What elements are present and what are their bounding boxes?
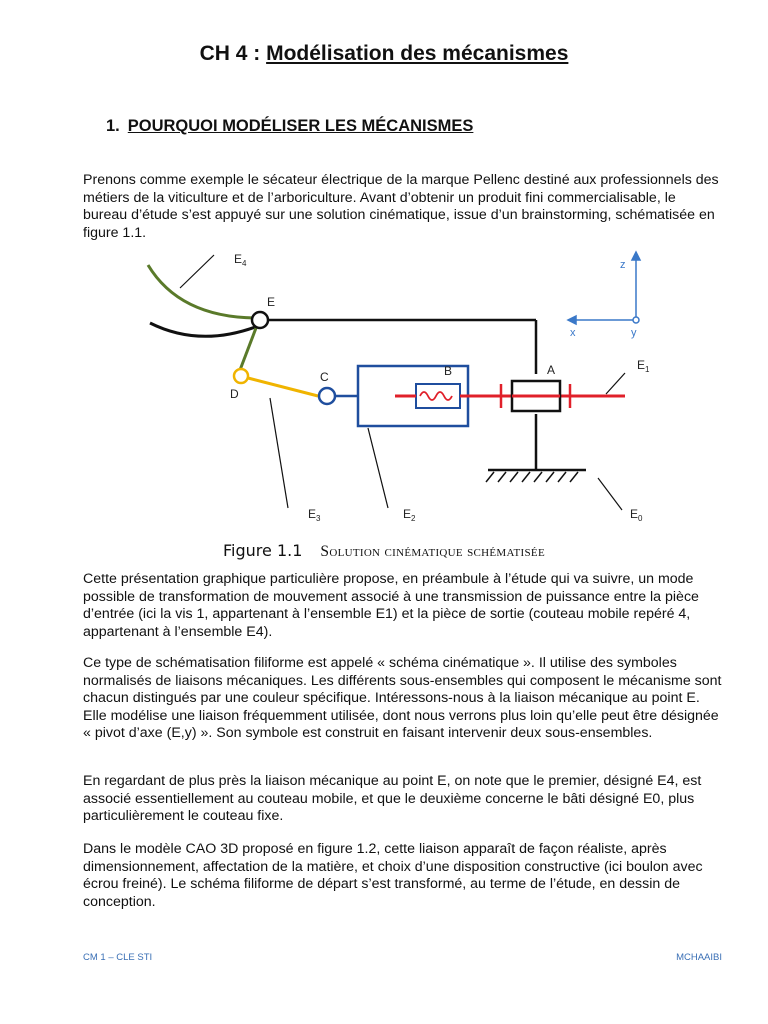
title-main: Modélisation des mécanismes (266, 42, 569, 65)
e4-knife-arc (148, 265, 258, 318)
caption-figure-number: Figure 1.1 (223, 541, 303, 560)
label-e4: $E_4$ (234, 252, 247, 268)
e4-link (240, 328, 256, 370)
paragraph-presentation: Cette présentation graphique particulière propose, en préambule à l’étude qui va suivre, un mode possible de transformation de mouvement associé à une transmission de puissance entre la pièce d’entrée (ici la vis 1, appartenant à l’ensemble E1) et la pièce de sortie (couteau mobile repéré 4, appartenant à l’ensemble E4). (83, 571, 699, 640)
leader-e4 (180, 255, 214, 288)
footer-right: MCHAAIBI (676, 952, 722, 963)
kinematic-diagram (120, 248, 680, 538)
label-e: E (267, 295, 276, 309)
joint-c (319, 388, 335, 404)
label-z: z (620, 259, 626, 271)
label-y: y (631, 327, 637, 339)
ground-hatching (486, 472, 578, 482)
axis-y (633, 317, 639, 323)
e0-fixed-blade-arc (150, 323, 258, 336)
paragraph-liaison: En regardant de plus près la liaison mécanique au point E, on note que le premier, désigné E4, est associé essentiellement au couteau mobile, et que le deuxième concerne le bâti désigné E0, plus particulièrement le couteau fixe. (83, 773, 702, 824)
caption-text: Solution cinématique schématisée (320, 543, 545, 560)
label-d: D (230, 387, 239, 401)
label-e2: $E_2$ (403, 507, 416, 523)
label-e0: $E_0$ (630, 507, 643, 523)
label-b: B (444, 364, 453, 378)
e3-link (248, 378, 318, 396)
joint-e (252, 312, 268, 328)
section-heading (106, 117, 473, 136)
paragraph-schema: Ce type de schématisation filiforme est appelé « schéma cinématique ». Il utilise des symboles normalisés de liaisons mécaniques. Les différents sous-ensembles qui composent le mécanisme sont chacun distingués par une couleur spécifique. Intéressons-nous à la liaison mécanique au point E. Elle modélise une liaison fréquemment utilisée, dont nous verrons plus loin qu’elle peut être désignée « pivot d’axe (E,y) ». Son symbole est construit en faisant intervenir deux sous-ensembles. (83, 655, 722, 741)
leader-e1 (606, 373, 625, 394)
paragraph-intro: Prenons comme exemple le sécateur électrique de la marque Pellenc destiné aux professionnels des métiers de la viticulture et de l’arboriculture. Avant d’obtenir un produit fini commercialisable, le bureau d’étude s’est appuyé sur une solution cinématique, issue d’un brainstorming, schématisée en figure 1.1. (83, 172, 719, 241)
leader-e3 (270, 398, 288, 508)
helical-joint-b (416, 384, 460, 408)
leader-e2 (368, 428, 388, 508)
label-e3: $E_3$ (308, 507, 321, 523)
footer-left: CM 1 – CLE STI (83, 952, 153, 963)
label-e1: $E_1$ (637, 358, 650, 374)
leader-e0 (598, 478, 622, 510)
label-c: C (320, 370, 329, 384)
page-title (0, 42, 768, 66)
label-x: x (570, 327, 576, 339)
joint-d (234, 369, 248, 383)
label-a: A (547, 363, 556, 377)
section-number: 1. (106, 117, 120, 135)
paragraph-cao: Dans le modèle CAO 3D proposé en figure 1.2, cette liaison apparaît de façon réaliste, après dimensionnement, affectation de la matière, et choix d’une disposition constructive (ici boulon avec écrou freiné). Le schéma filiforme de départ s’est transformé, au terme de l’étude, en dessin de conception. (83, 841, 703, 910)
title-prefix: CH 4 : (199, 42, 267, 65)
section-title: POURQUOI MODÉLISER LES MÉCANISMES (127, 117, 474, 135)
figure-caption (0, 541, 768, 561)
